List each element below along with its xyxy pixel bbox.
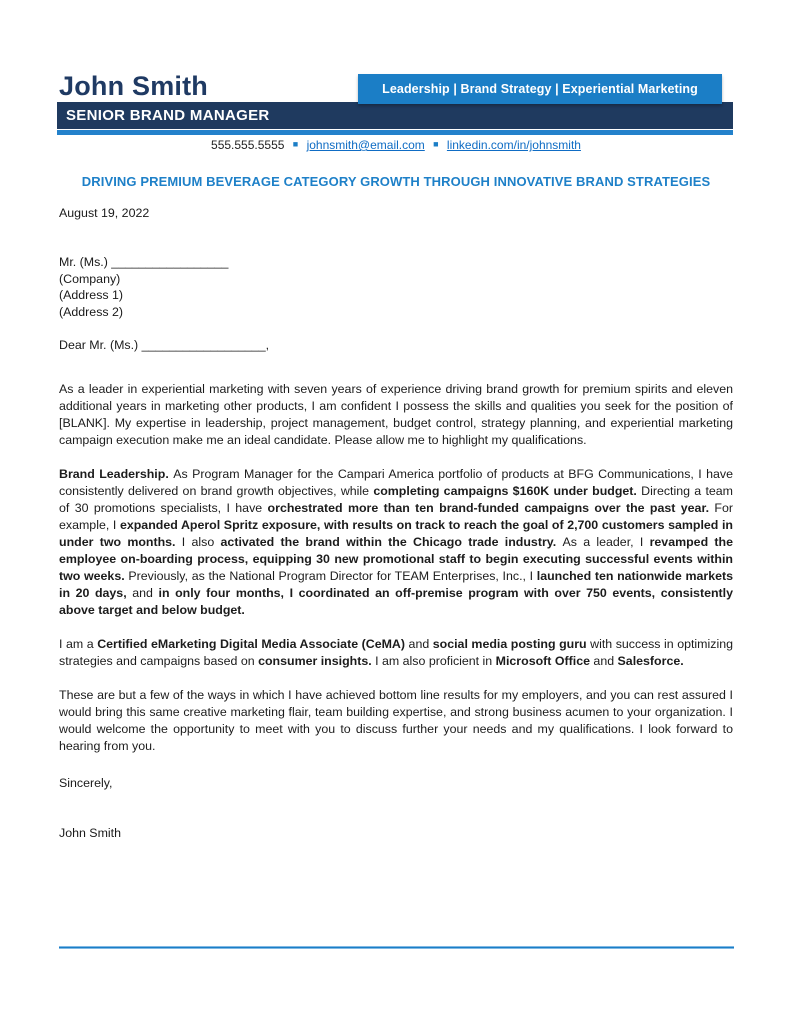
letter-body [59,381,733,755]
recipient-line: (Company) [59,271,121,286]
letter-headline: DRIVING PREMIUM BEVERAGE CATEGORY GROWTH THROUGH INNOVATIVE BRAND STRATEGIES [81,174,711,189]
job-title: SENIOR BRAND MANAGER [66,107,270,124]
recipient-line: Mr. (Ms.) _________________ [59,255,229,269]
letterhead [57,71,733,135]
paragraph: As a leader in experiential marketing with seven years of experience driving brand growth for premium spirits and eleven additional years in marketing other products, I am confident I possess the skills and qualities you seek for the position of [BLANK]. My expertise in leadership, project management, budget control, strategy planning, and experiential marketing campaign execution make me an ideal candidate. Please allow me to highlight my qualifications. [59,382,733,447]
phone-number: 555.555.5555 [211,138,285,152]
footer-rule [59,946,734,949]
accent-stripe [57,130,733,135]
person-name: John Smith [59,71,208,101]
recipient-line: (Address 1) [59,288,124,302]
email-link[interactable]: johnsmith@email.com [306,138,425,152]
salutation: Dear Mr. (Ms.) __________________, [59,338,270,352]
paragraph: These are but a few of the ways in which I have achieved bottom line results for my employers, and you can rest assured I would bring this same creative marketing flair, team building expertise, and strong business acumen to your organization. I would welcome the opportunity to meet with you to discuss further your needs and my qualifications. I look forward to hearing from you. [59,688,733,753]
valediction: Sincerely, [59,776,113,790]
paragraph: Brand Leadership. As Program Manager for the Campari America portfolio of products at BFG Communications, I have consistently delivered on brand growth objectives, while completing campaigns $160K under budget. Directing a team of 30 promotions specialists, I have orchestrated more than ten brand-funded campaigns over the past year. For example, I expanded Aperol Spritz exposure, with results on track to reach the goal of 2,700 customers sampled in under two months. I also activated the brand within the Chicago trade industry. As a leader, I revamped the employee on-boarding process, equipping 30 new promotional staff to begin executing successful events within two weeks. Previously, as the National Program Director for TEAM Enterprises, Inc., I launched ten nationwide markets in 20 days, and in only four months, I coordinated an off-premise program with over 750 events, consistently above target and below budget. [59,467,734,617]
tagline-badge: Leadership | Brand Strategy | Experiential Marketing [358,74,722,104]
contact-line [59,138,733,152]
separator-square-icon: ■ [292,139,299,149]
paragraph: I am a Certified eMarketing Digital Media Associate (CeMA) and social media posting guru with success in optimizing strategies and campaigns based on consumer insights. I am also proficient in Microsoft Office and Salesforce. [59,637,733,668]
recipient-line: (Address 2) [59,304,124,319]
separator-square-icon: ■ [433,139,439,149]
recipient-block [59,254,733,320]
letter-content [59,138,733,840]
job-title-bar [57,102,733,129]
linkedin-link[interactable]: linkedin.com/in/johnsmith [446,138,581,152]
letter-date: August 19, 2022 [59,206,150,220]
signature-name: John Smith [59,826,121,840]
